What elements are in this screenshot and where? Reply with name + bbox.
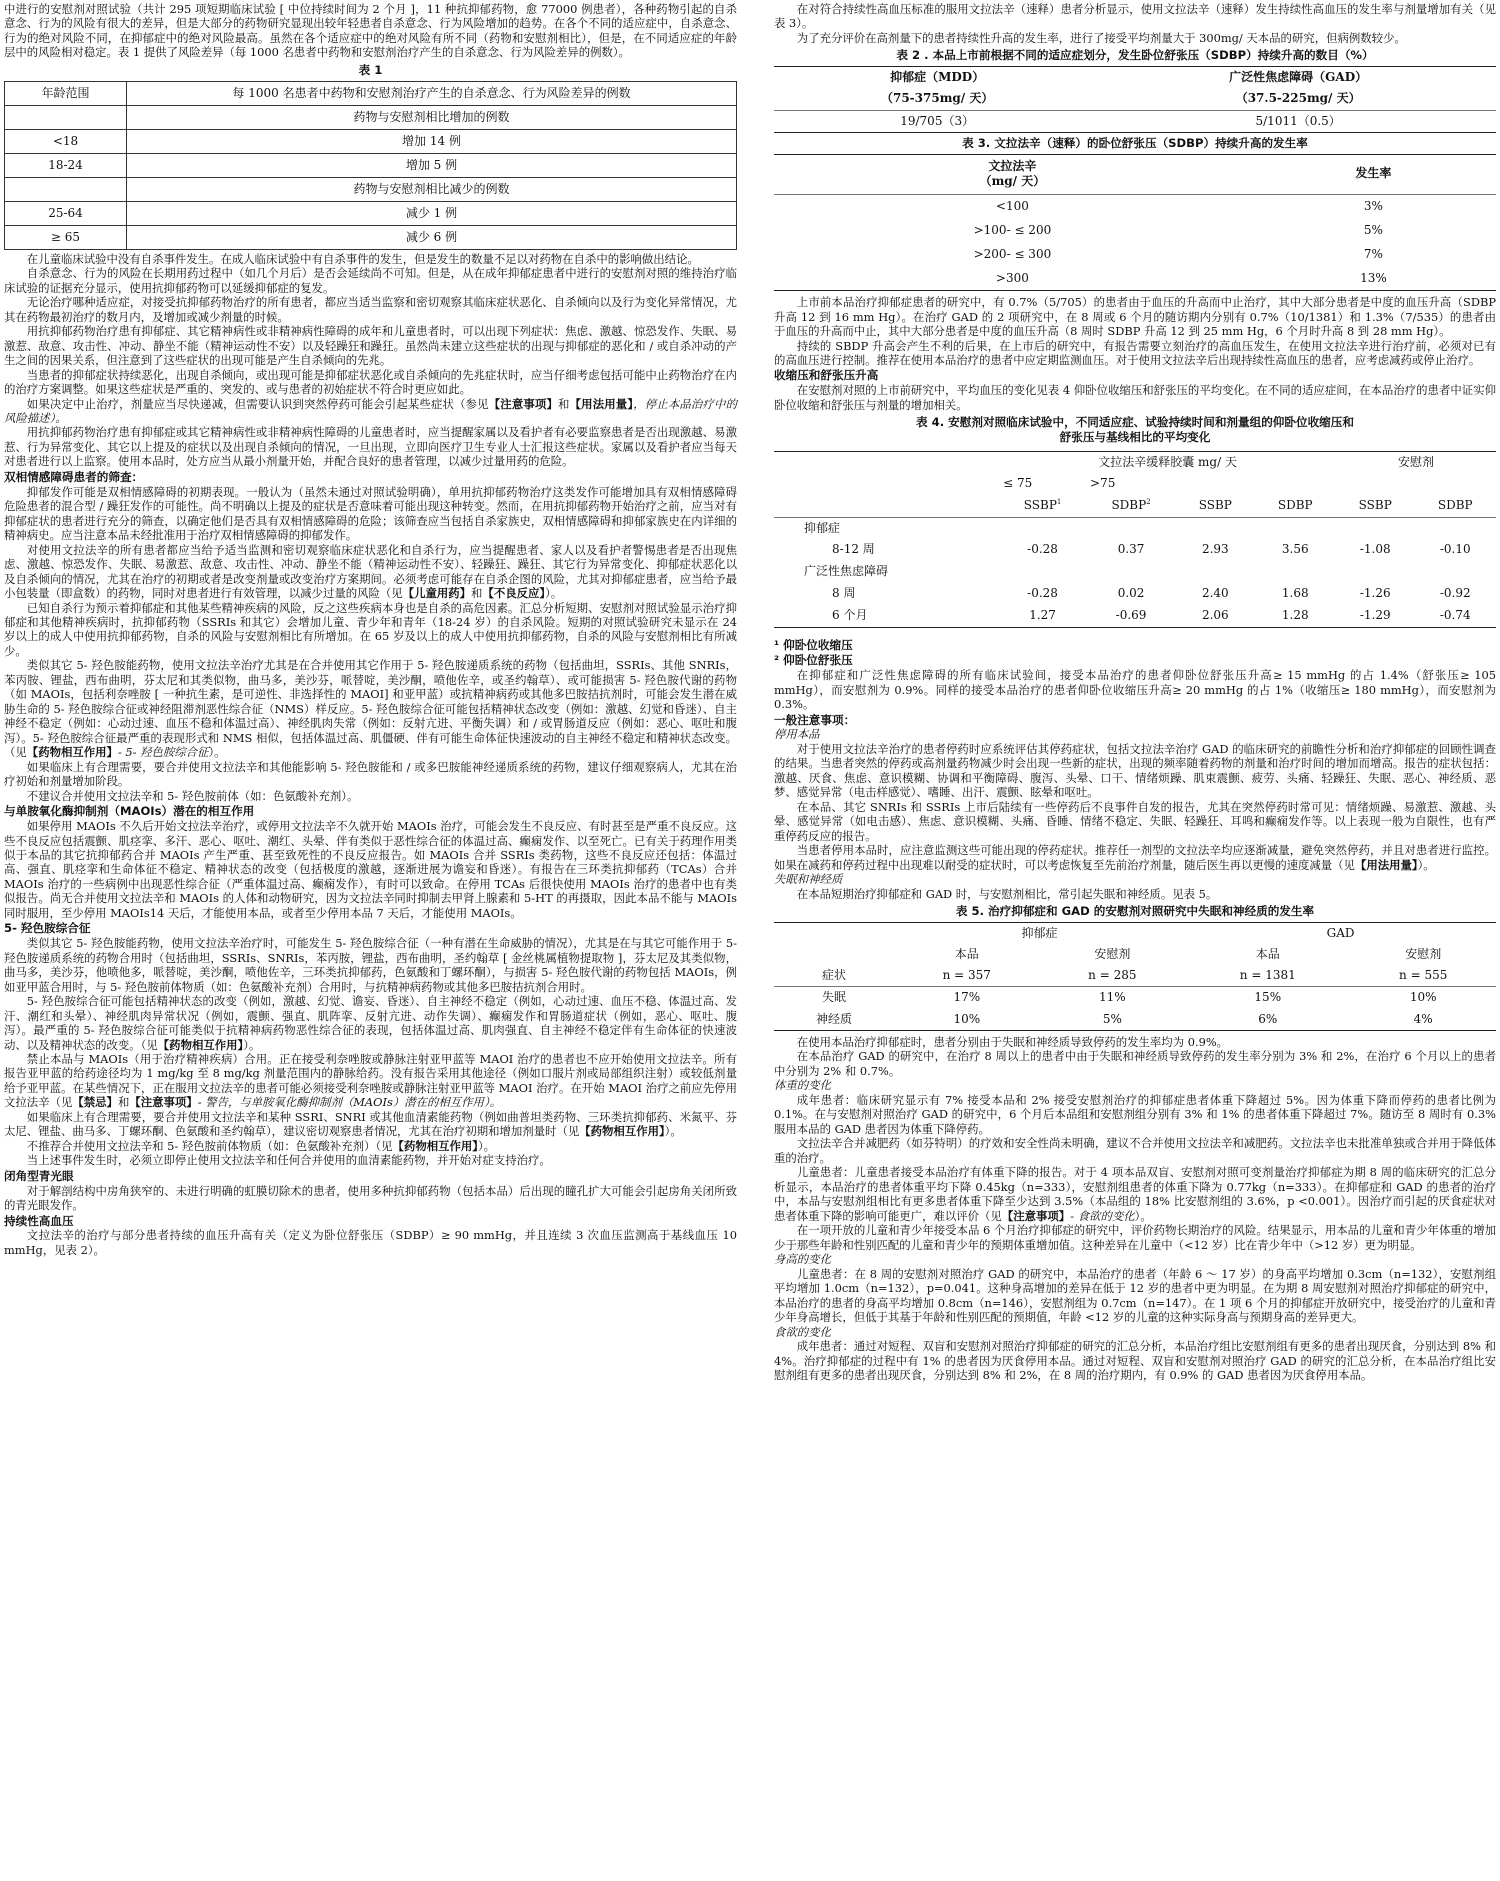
table-4-caption: 舒张压与基线相比的平均变化: [1059, 429, 1211, 444]
table-header-cell: SDBP: [1437, 498, 1473, 513]
cross-reference: 【用法用量】: [569, 396, 634, 411]
paragraph: 当患者的抑郁症状持续恶化，出现自杀倾向，或出现可能是抑郁症状恶化或自杀倾向的先兆症状时，应当仔细考虑包括可能中止药物治疗在内的治疗方案调整。如果这些症状是严重的、突发的、或与患者的初始症状不符合时更应如此。: [4, 367, 737, 397]
table-header-cell: SSBP: [1198, 498, 1232, 513]
table-cell: 减少 6 例: [127, 225, 737, 249]
table-cell: -1.29: [1359, 608, 1391, 623]
cross-reference: 【药物相互作用】: [157, 1037, 244, 1052]
paragraph: 用抗抑郁药物治疗患有抑郁症、其它精神病性或非精神病性障碍的成年和儿童患者时，可以出现下列症状：焦虑、激越、惊恐发作、失眠、易激惹、敌意、攻击性、冲动、静坐不能（精神运动性不安）以及轻躁狂和躁狂。虽然尚未建立这些症状的出现与抑郁症的恶化和 / 或自杀冲动的产生之间的因果关系，但注意到了这些症状的出现可能是产生自杀倾向的先兆。: [4, 324, 737, 368]
subsection-heading: 身高的变化: [774, 1252, 831, 1267]
section-heading: 一般注意事项：: [774, 712, 856, 727]
table-cell: 11%: [1099, 990, 1126, 1005]
table-cell: 7%: [1363, 246, 1383, 261]
paragraph: [4, 1110, 737, 1139]
table-header-cell: 安慰剂: [1405, 946, 1442, 961]
header-text: SSBP: [1023, 498, 1057, 513]
table-cell: 2.93: [1201, 542, 1229, 557]
cross-reference: 【不良反应】: [482, 586, 546, 601]
paragraph: 对于使用文拉法辛治疗的患者停药时应系统评估其停药症状，包括文拉法辛治疗 GAD 的临床研究的前瞻性分析和治疗抑郁症的回顾性调查的结果。当患者突然的停药或高剂量药物减少时会出现一些新的症状，出现的频率随着药物的剂量和治疗时间的增加而增高。报告的症状包括：激越、厌食、焦虑、意识模糊、协调和平衡障碍、腹泻、头晕、口干、情绪烦躁、肌束震颤、疲劳、头痛、轻躁狂、失眠、恶心、神经质、恶梦、感觉异常（电击样感觉）、嗜睡、出汗、震颤、眩晕和呕吐。: [774, 741, 1496, 800]
table-cell: -0.69: [1115, 608, 1147, 623]
paragraph: 类似其它 5- 羟色胺能药物，使用文拉法辛治疗时，可能发生 5- 羟色胺综合征（一种有潜在生命威胁的情况），尤其是在与其它可能作用于 5- 羟色胺递质系统的药物合用时（包括曲坦，SSRIs、SNRIs，苯丙胺，锂盐，西布曲明，圣约翰草 [ 金丝桃属植物提取物 ]，芬太尼及其类似物，曲马多，美沙芬，他喷他多，哌替啶，美沙酮，喷他佐辛，三环类抗抑郁药，色氨酸和丁螺环酮），与损害 5- 羟色胺代谢的药物包括 MAOIs，例如亚甲蓝合用时，与 5- 羟色胺前体物质（如：色氨酸补充剂）合用时，与抗精神病药物或其他多巴胺拮抗剂合用时。: [4, 936, 737, 994]
paragraph: 在本品治疗 GAD 的研究中，在治疗 8 周以上的患者中由于失眠和神经质导致停药的发生率分别为 3% 和 2%，在治疗 6 个月以上的患者中分别为 2% 和 0.7%。: [774, 1049, 1496, 1078]
table-row: [5, 153, 737, 177]
table-cell: 增加 5 例: [127, 153, 737, 177]
table-header-cell: （37.5-225mg/ 天）: [1235, 91, 1361, 106]
paragraph: 成年患者：临床研究显示有 7% 接受本品和 2% 接受安慰剂治疗的抑郁症患者体重下降超过 5%。因为体重下降而停药的患者比例为 0.1%。在与安慰剂对照治疗 GAD 的研究中，6 个月后本品组和安慰剂组分别有 3% 和 1% 的患者体重下降超过 7%。随访至 8 周时有 0.3% 服用本品的 GAD 患者因为体重下降停药。: [774, 1092, 1496, 1136]
table-4: [774, 451, 1496, 628]
table-row: [774, 243, 1496, 267]
table-group-header: GAD: [1326, 925, 1355, 940]
header-text: 文拉法辛: [988, 158, 1037, 173]
table-cell: 减少 1 例: [127, 201, 737, 225]
table-header-cell: SSBP: [1358, 498, 1392, 513]
table-header-cell: 年龄范围: [5, 81, 127, 105]
table-cell: >300: [995, 270, 1029, 285]
paragraph: 文拉法辛的治疗与部分患者持续的血压升高有关（定义为卧位舒张压（SDBP）≥ 90 mmHg，并且连续 3 次血压监测高于基线血压 10 mmHg，见表 2）。: [4, 1228, 737, 1257]
table-cell: 增加 14 例: [127, 129, 737, 153]
paragraph: 持续的 SBDP 升高会产生不利的后果，在上市后的研究中，有报告需要立刻治疗的高血压发生，在使用文拉法辛进行治疗前，必须对已有的高血压进行控制。推荐在使用本品治疗的患者中应定期监测血压。对于使用文拉法辛后出现持续性高血压的患者，应考虑减药或停止治疗。: [774, 338, 1496, 367]
paragraph: [774, 843, 1496, 872]
table-cell: -0.74: [1439, 608, 1471, 623]
table-cell: n = 357: [942, 968, 991, 983]
table-cell: 5/1011（0.5）: [1255, 113, 1341, 128]
section-heading: 持续性高血压: [4, 1213, 74, 1228]
table-cell: 10%: [953, 1011, 981, 1026]
text-run: - 警告，与单胺氧化酶抑制剂（MAOIs）潜在的相互作用）。: [197, 1095, 502, 1110]
table-cell: 1.27: [1029, 608, 1056, 623]
table-row: [774, 583, 1496, 605]
cross-reference: 【注意事项】: [1001, 1208, 1071, 1223]
table-cell: -1.08: [1359, 542, 1391, 557]
paragraph: 文拉法辛合并减肥药（如芬特明）的疗效和安全性尚未明确，建议不合并使用文拉法辛和减肥药。文拉法辛也未批准单独或合并用于降低体重的治疗。: [774, 1136, 1496, 1165]
table-cell: 19/705（3）: [900, 113, 975, 128]
table-row: [774, 1009, 1496, 1031]
table-header-cell: [774, 154, 1251, 192]
table-header-cell: 本品: [954, 946, 979, 961]
text-run: 和: [558, 396, 570, 411]
paragraph: 成年患者：通过对短程、双盲和安慰剂对照治疗抑郁症的研究的汇总分析，本品治疗组比安慰剂组有更多的患者出现厌食，分别达到 8% 和 4%。治疗抑郁症的过程中有 1% 的患者因为厌食停用本品。通过对短程、双盲和安慰剂对照治疗 GAD 的研究的汇总分析，在本品治疗组比安慰剂组有更多的患者出现厌食，分别达到 8% 和 2%，在 8 周的治疗期内，有 0.9% 的 GAD 患者因为厌食停用本品。: [774, 1339, 1496, 1383]
table-row-label: 症状: [821, 968, 846, 983]
footnote-marker: 2: [1146, 498, 1151, 507]
dose-header: >75: [1090, 476, 1116, 491]
table-group-header: 安慰剂: [1398, 454, 1435, 469]
text-run: ）。: [1417, 857, 1435, 872]
text-run: 如果决定中止治疗，剂量应当尽快递减，但需要认识到突然停药可能会引起某些症状（参见: [26, 396, 489, 411]
table-row-label: 6 个月: [832, 608, 868, 623]
table-cell: ≥ 65: [5, 225, 127, 249]
table-row: [774, 965, 1496, 987]
table-row: [774, 987, 1496, 1009]
subsection-heading: 失眠和神经质: [774, 872, 843, 887]
text-run: - 食欲的变化: [1070, 1208, 1135, 1223]
header-text: SDBP: [1111, 498, 1147, 513]
paragraph: 已知自杀行为预示着抑郁症和其他某些精神疾病的风险，反之这些疾病本身也是自杀的高危因素。汇总分析短期、安慰剂对照试验显示治疗抑郁症和其他精神疾病时，抗抑郁药物（SSRIs 和其它）会增加儿童、青少年和青年（18-24 岁）的自杀风险。短期的对照试验研究未显示在 24 岁以上的成人中使用抗抑郁药物，自杀的风险与安慰剂相比有所增加。在 65 岁及以上的成人中使用抗抑郁药物，自杀的风险与安慰剂相比有所减少。: [4, 600, 737, 658]
cross-reference: 【用法用量】: [1354, 857, 1418, 872]
left-column: [4, 2, 737, 1257]
table-cell: 10%: [1409, 990, 1437, 1005]
table-cell: 18-24: [5, 153, 127, 177]
paragraph: [4, 397, 737, 426]
table-cell: 0.02: [1117, 586, 1145, 601]
table-section-label: 抑郁症: [804, 520, 841, 535]
table-row: [774, 267, 1496, 291]
table-1: [4, 81, 737, 250]
table-3: [774, 154, 1496, 291]
text-run: 不推荐合并使用文拉法辛和 5- 羟色胺前体物质（如：色氨酸补充剂）（见: [26, 1138, 393, 1153]
table-cell: >100- ≤ 200: [973, 222, 1052, 237]
cross-reference: 【药物相互作用】: [579, 1124, 665, 1139]
table-4-caption: 表 4. 安慰剂对照临床试验中，不同适应症、试验持续时间和剂量组的仰卧位收缩压和: [916, 415, 1354, 430]
table-header-cell: 安慰剂: [1094, 946, 1131, 961]
footnote: ² 仰卧位舒张压: [774, 653, 853, 668]
cross-reference: 【注意事项】: [129, 1095, 198, 1110]
text-run: ）。: [1134, 1208, 1152, 1223]
section-heading: 5- 羟色胺综合征: [4, 921, 91, 936]
paragraph: 在对符合持续性高血压标准的服用文拉法辛（速释）患者分析显示，使用文拉法辛（速释）发生持续性高血压的发生率与剂量增加有关（见表 3）。: [774, 2, 1496, 31]
paragraph: 无论治疗哪种适应症，对接受抗抑郁药物治疗的所有患者，都应当适当监察和密切观察其临床症状恶化、自杀倾向以及行为变化异常情况，尤其在药物最初治疗的数月内，及增加或减少剂量的时候。: [4, 295, 737, 324]
text-run: ）。: [477, 1138, 496, 1153]
header-text: （mg/ 天）: [979, 173, 1046, 188]
table-cell: 5%: [1102, 1011, 1122, 1026]
table-header-cell: [999, 495, 1086, 517]
table-cell: 15%: [1254, 990, 1282, 1005]
cross-reference: 【儿童用药】: [402, 586, 472, 601]
table-5-caption: 表 5. 治疗抑郁症和 GAD 的安慰剂对照研究中失眠和神经质的发生率: [955, 904, 1315, 919]
paragraph: 儿童患者：在 8 周的安慰剂对照治疗 GAD 的研究中，本品治疗的患者（年龄 6 ～ 17 岁）的身高平均增加 0.3cm（n=132），安慰剂组平均增加 1.0cm（n=132），p=0.041。这种身高增加的差异在低于 12 岁的患者中更为明显。在为期 8 周安慰剂对照治疗抑郁症的研究中，本品治疗的患者的身高平均增加 0.8cm（n=146），安慰剂组为 0.7cm（n=147）。在 1 项 6 个月的抑郁症开放研究中，接受治疗的儿童和青少年身高增长，但低于其基于年龄和性别匹配的预期值，年龄 <12 岁的儿童的这种实际身高与预期身高的差异更大。: [774, 1266, 1496, 1325]
section-heading: 与单胺氧化酶抑制剂（MAOIs）潜在的相互作用: [4, 804, 255, 819]
paragraph: 在使用本品治疗抑郁症时，患者分别由于失眠和神经质导致停药的发生率均为 0.9%。: [796, 1034, 1229, 1049]
paragraph: 中进行的安慰剂对照试验（共计 295 项短期临床试验 [ 中位持续时间为 2 个月 ]，11 种抗抑郁药物，愈 77000 例患者），各种药物引起的自杀意念、行为的风险有很大的差异，但是大部分的药物研究显现出较年轻患者自杀意念、行为风险增加的趋势。在各个不同的适应症中，自杀意念、行为的绝对风险不同，在抑郁症中的绝对风险最高。虽然在各个适应症中的绝对风险有所不同（药物和安慰剂相比），但是，在不同适应症的年龄层中的风险相对稳定。表 1 提供了风险差异（每 1000 名患者中药物和安慰剂治疗产生的自杀意念、行为风险差异的例数）。: [4, 2, 737, 60]
table-row: [5, 225, 737, 249]
text-run: ）。: [243, 1037, 261, 1052]
table-row-label: 失眠: [821, 990, 846, 1005]
table-group-label: 药物与安慰剂相比减少的例数: [127, 177, 737, 201]
table-cell: 13%: [1360, 270, 1387, 285]
table-cell: 4%: [1413, 1011, 1433, 1026]
paragraph: 为了充分评价在高剂量下的患者持续性升高的发生率，进行了接受平均剂量大于 300mg/ 天本品的研究，但病例数较少。: [796, 30, 1406, 45]
paragraph: [774, 1165, 1496, 1223]
table-cell: n = 1381: [1239, 968, 1296, 983]
table-row: [774, 539, 1496, 561]
table-section-label: 广泛性焦虑障碍: [804, 564, 889, 579]
table-cell: -0.28: [1027, 586, 1058, 601]
table-cell: 3%: [1363, 199, 1383, 214]
cross-reference: 【药物相互作用】: [26, 745, 118, 760]
table-cell: 0.37: [1117, 542, 1145, 557]
paragraph: 抑郁发作可能是双相情感障碍的初期表现。一般认为（虽然未通过对照试验明确），单用抗抑郁药物治疗这类发作可能增加具有双相情感障碍危险患者的混合型 / 躁狂发作的可能性。尚不明确以上提及的症状是否意味着可能出现这种转变。然而，在用抗抑郁药物开始治疗之前，应当对有抑郁症状的患者进行充分的筛查，以确定他们是否具有双相情感障碍的危险；该筛查应当包括自杀家族史，双相情感障碍和抑郁家族史在内详细的精神病史。应当注意本品未经批准用于治疗双相情感障碍的抑郁发作。: [4, 484, 737, 543]
paragraph: 自杀意念、行为的风险在长期用药过程中（如几个月后）是否会延续尚不可知。但是，从在成年抑郁症患者中进行的安慰剂对照的维持治疗临床试验的证据充分显示，使用抗抑郁药物可以延缓抑郁症的复发。: [4, 266, 737, 295]
text-run: ）。: [208, 745, 226, 760]
table-cell: [5, 177, 127, 201]
section-heading: 收缩压和舒张压升高: [774, 368, 879, 383]
table-cell: n = 555: [1399, 968, 1448, 983]
table-cell: 3.56: [1281, 542, 1309, 557]
table-cell: 2.40: [1201, 586, 1229, 601]
table-2-caption: 表 2 . 本品上市前根据不同的适应症划分，发生卧位舒张压（SDBP）持续升高的数目（%）: [896, 48, 1374, 63]
table-row-label: 神经质: [815, 1011, 852, 1026]
table-group-header: 抑郁症: [1021, 925, 1058, 940]
paragraph: [4, 994, 737, 1052]
table-cell: -0.28: [1027, 542, 1058, 557]
table-row: [774, 195, 1496, 219]
table-header-cell: SDBP: [1277, 498, 1313, 513]
text-run: ）。: [545, 586, 563, 601]
table-cell: 1.68: [1281, 586, 1309, 601]
table-cell: [5, 105, 127, 129]
table-header-cell: （75-375mg/ 天）: [880, 91, 994, 106]
right-column: [774, 2, 1496, 1383]
paragraph: 在抑郁症和广泛性焦虑障碍的所有临床试验间，接受本品治疗的患者仰卧位舒张压升高≥ 15 mmHg 的占 1.4%（舒张压≥ 105 mmHg），而安慰剂为 0.9%。同样的接受本品治疗的患者仰卧位收缩压升高≥ 20 mmHg 的占 1%（收缩压≥ 180 mmHg），而安慰剂为 0.3%。: [774, 668, 1496, 712]
table-row: [5, 129, 737, 153]
table-cell: <18: [5, 129, 127, 153]
table-header-cell: [1086, 495, 1176, 517]
paragraph: [4, 543, 737, 601]
table-cell: 6%: [1258, 1011, 1278, 1026]
table-row: [5, 201, 737, 225]
table-cell: -0.92: [1439, 586, 1471, 601]
text-run: 如果临床上有合理需要，要合并使用文拉法辛和某种 SSRI、SNRI 或其他血清素能药物（例如曲普坦类药物、三环类抗抑郁药、米氮平、芬太尼、锂盐、曲马多、丁螺环酮、色氨酸和圣约翰草），建议密切观察患者情况，尤其在治疗初期和增加剂量时（见: [4, 1109, 737, 1139]
table-header-cell: 发生率: [1355, 165, 1392, 180]
paragraph: 不建议合并使用文拉法辛和 5- 羟色胺前体（如：色氨酸补充剂）。: [26, 788, 359, 803]
footnote: ¹ 仰卧位收缩压: [774, 637, 853, 652]
cross-reference: 【药物相互作用】: [392, 1138, 478, 1153]
paragraph: 如果停用 MAOIs 不久后开始文拉法辛治疗，或停用文拉法辛不久就开始 MAOIs 治疗，可能会发生不良反应、有时甚至是严重不良反应。这些不良反应包括震颤、肌痉挛、多汗、恶心、呕吐、潮红、头晕、伴有类似于恶性综合征的体温过高、癫痫发作、以至死亡。已有关于药理作用类似于本品的其它抗抑郁药合并 MAOIs 产生严重、甚至致死性的不良反应报告。如 MAOIs 合并 SSRIs 类药物，这些不良反应还包括：体温过高、强直、肌痉挛和生命体征不稳定、精神状态的改变（包括极度的激越，逐渐进展为谵妄和昏迷）。有报告在三环类抗抑郁药（TCAs）合并 MAOIs 治疗的一些病例中出现恶性综合征（严重体温过高、癫痫发作），有时可以致命。在停用 TCAs 后很快使用 MAOIs 治疗的患者中也有类似报告。尚无合并使用文拉法辛和 MAOIs 的人体和动物研究，因为文拉法辛同时抑制去甲肾上腺素和 5-HT 的再摄取，因此本品不能与 MAOIs 同时服用，至少停用 MAOIs14 天后，才能使用本品，或者至少停用本品 7 天后，才能使用 MAOIs。: [4, 819, 737, 920]
subsection-heading: 体重的变化: [774, 1078, 831, 1093]
paragraph: 在本品短期治疗抑郁症和 GAD 时，与安慰剂相比，常引起失眠和神经质。见表 5。: [796, 886, 1218, 901]
table-cell: <100: [995, 199, 1029, 214]
table-header-cell: 本品: [1255, 946, 1280, 961]
text-run: 儿童患者：儿童患者接受本品治疗有体重下降的报告。对于 4 项本品双盲、安慰剂对照可变剂量治疗抑郁症为期 8 周的临床研究的汇总分析显示，本品治疗的患者体重平均下降 0.45kg（n=333），安慰剂组患者的体重下降为 0.77kg（n=333）。在抑郁症和 GAD 的患者的治疗中，本品与安慰剂组相比有更多患者体重下降至少达到 3.5%（本品组的 18% 比安慰剂组的 3.6%，p <0.001）。因治疗而引起的厌食症状对患者体重下降的影响可能更广，难以评价（见: [774, 1165, 1496, 1223]
text-run: 和: [117, 1095, 130, 1110]
paragraph: 在本品、其它 SNRIs 和 SSRIs 上市后陆续有一些停药后不良事件自发的报告，尤其在突然停药时常可见：情绪烦躁、易激惹、激越、头晕、感觉异常（如电击感）、焦虑、意识模糊、头痛、昏睡、情绪不稳定、失眠、轻躁狂、耳鸣和癫痫发作等。以上表现一般为自限性，也有严重停药反应的报告。: [774, 799, 1496, 843]
paragraph: 在儿童临床试验中没有自杀事件发生。在成人临床试验中有自杀事件的发生，但是发生的数量不足以对药物在自杀中的影响做出结论。: [26, 251, 699, 266]
paragraph: 当上述事件发生时，必须立即停止使用文拉法辛和任何合并使用的血清素能药物，并开始对症支持治疗。: [26, 1153, 551, 1168]
text-run: 对使用文拉法辛的所有患者都应当给予适当监测和密切观察临床症状恶化和自杀行为，应当提醒患者、家人以及看护者警惕患者是否出现焦虑、激越、惊恐发作、失眠、易激惹、敌意、攻击性、冲动、静坐不能（精神运动性不安）、轻躁狂、躁狂、其它行为异常变化、抑郁症状恶化以及自杀倾向的情况，尤其在治疗的初期或者是改变剂量或改变治疗方案期间。必须考虑可能存在自杀企图的风险，尤其对抑郁症患者，应当给予最小包装量（即盒数）的药物，同时对患者进行有效管理，以减少过量的风险（见: [4, 542, 737, 601]
table-cell: 17%: [953, 990, 981, 1005]
cross-reference: 【禁忌】: [72, 1095, 118, 1110]
text-run: 类似其它 5- 羟色胺能药物，使用文拉法辛治疗尤其是在合并使用其它作用于 5- 羟色胺递质系统的药物（包括曲坦，SSRIs、其他 SNRIs，苯丙胺、锂盐，西布曲明，芬太尼和其类似物，曲马多，美沙芬，哌替啶，美沙酮，喷他佐辛，或圣约翰草）、或可能损害 5- 羟色胺代谢的药物（如 MAOIs，包括利奈唑胺 [ 一种抗生素，是可逆性、非选择性的 MAOI] 和亚甲蓝）或抗精神病药或其他多巴胺拮抗剂时，可能会发生潜在威胁生命的 5- 羟色胺综合征或神经阻滞剂恶性综合征（NMS）样反应。5- 羟色胺综合征可能包括精神状态改变（例如：激越、幻觉和昏迷）、自主神经不稳定（例如：心动过速、血压不稳和体温过高）、神经肌肉失常（例如：反射亢进、平衡失调）和 / 或胃肠道反应（例如：恶心、呕吐和腹泻）。5- 羟色胺综合征最严重的表现形式和 NMS 相似，包括体温过高、肌僵硬、伴有可能生命体征快速波动的自主神经不稳定和精神状态改变。（见: [4, 658, 737, 760]
table-row: [774, 605, 1496, 627]
paragraph: 上市前本品治疗抑郁症患者的研究中，有 0.7%（5/705）的患者由于血压的升高而中止治疗，其中大部分患者是中度的血压升高（SDBP 升高 12 到 16 mm Hg）。在治疗 GAD 的 2 项研究中，在 8 周或 6 个月的随访期内分别有 0.7%（10/1381）和 1.3%（7/535）的患者由于血压的升高而中止，其中大部分患者是中度的血压升高（8 周时 SDBP 升高 12 到 25 mm Hg，6 个月时升高 8 到 28 mm Hg）。: [774, 295, 1496, 339]
text-run: 禁止本品与 MAOIs（用于治疗精神疾病）合用。正在接受利奈唑胺或静脉注射亚甲蓝等 MAOI 治疗的患者也不应开始使用文拉法辛。所有报告亚甲蓝的给药途径均为 1 mg/kg 至 8 mg/kg 剂量范围内的静脉给药。没有报告采用其他途径（例如口服片剂或局部组织注射）或较低剂量给予亚甲蓝。在某些情况下，正在服用文拉法辛的患者可能必须接受利奈唑胺或静脉注射亚甲蓝等 MAOI 治疗。在开始 MAOI 治疗之前应先停用文拉法辛（见: [4, 1052, 737, 1110]
section-heading: 双相情感障碍患者的筛查：: [4, 469, 144, 484]
text-run: 5- 羟色胺综合征可能包括精神状态的改变（例如，激越、幻觉、谵妄、昏迷）、自主神经不稳定（例如，心动过速、血压不稳、体温过高、发汗、潮红和头晕）、神经肌肉异常状况（例如，震颤、强直、肌阵挛、反射亢进、动作失调）、癫痫发作和胃肠道症状（例如，恶心、呕吐、腹泻）。最严重的 5- 羟色胺综合征可能类似于抗精神病药物恶性综合征的表现，包括体温过高、肌肉强直、自主神经不稳定伴有生命体征的快速波动、以及精神状态的改变。（见: [4, 994, 737, 1052]
table-1-caption: 表 1: [358, 62, 383, 77]
table-group-label: 药物与安慰剂相比增加的例数: [127, 105, 737, 129]
table-cell: 2.06: [1201, 608, 1229, 623]
table-row-label: 8 周: [832, 586, 856, 601]
cross-reference: 【注意事项】: [488, 396, 559, 411]
table-row-label: 8-12 周: [832, 542, 875, 557]
text-run: 和: [471, 586, 483, 601]
table-2: [774, 66, 1496, 133]
table-cell: -1.26: [1359, 586, 1391, 601]
table-header-cell: 每 1000 名患者中药物和安慰剂治疗产生的自杀意念、行为风险差异的例数: [127, 81, 737, 105]
text-run: ，停止本品治疗中的风险描述）。: [4, 396, 737, 425]
table-header-cell: 抑郁症（MDD）: [890, 70, 985, 85]
table-5: [774, 922, 1496, 1031]
paragraph: [4, 1139, 737, 1153]
footnote-marker: 1: [1056, 498, 1062, 507]
table-cell: 1.28: [1281, 608, 1309, 623]
paragraph: [4, 658, 737, 759]
table-header-cell: 广泛性焦虑障碍（GAD）: [1229, 70, 1368, 85]
paragraph: 用抗抑郁药物治疗患有抑郁症或其它精神病性或非精神病性障碍的儿童患者时，应当提醒家属以及看护者有必要监察患者是否出现激越、易激惹、行为异常变化、其它以上提及的症状以及出现自杀倾向的情况，一旦出现，立即向医疗卫生专业人士汇报这些症状。家属以及看护者应当每天对患者进行以上监察。使用本品时，处方应当从最小剂量开始，并配合良好的患者管理，以减少过量用药的危险。: [4, 425, 737, 469]
table-cell: -0.10: [1439, 542, 1471, 557]
subsection-heading: 食欲的变化: [774, 1324, 831, 1339]
table-3-caption: 表 3. 文拉法辛（速释）的卧位舒张压（SDBP）持续升高的发生率: [962, 135, 1308, 150]
paragraph: 在一项开放的儿童和青少年接受本品 6 个月治疗抑郁症的研究中，评价药物长期治疗的风险。结果显示，用本品的儿童和青少年体重的增加少于那些年龄和性别匹配的儿童和青少年的预期体重增加值。这种差异在儿童中（<12 岁）比在青少年中（>12 岁）更为明显。: [774, 1223, 1496, 1252]
section-heading: 闭角型青光眼: [4, 1168, 74, 1183]
table-cell: >200- ≤ 300: [973, 246, 1052, 261]
table-group-header: 文拉法辛缓释胶囊 mg/ 天: [1098, 454, 1237, 469]
dose-header: ≤ 75: [1003, 476, 1033, 491]
text-run: ）。: [664, 1124, 682, 1139]
paragraph: 在安慰剂对照的上市前研究中，平均血压的变化见表 4 仰卧位收缩压和舒张压的平均变化。在不同的适应症间，在本品治疗的患者中证实仰卧位收缩和舒张压与剂量的增加相关。: [774, 383, 1496, 412]
table-cell: n = 285: [1088, 968, 1137, 983]
subsection-heading: 停用本品: [774, 727, 820, 742]
text-run: - 5- 羟色胺综合征: [117, 745, 209, 760]
paragraph: 对于解剖结构中房角狭窄的、未进行明确的虹膜切除术的患者，使用多种抗抑郁药物（包括本品）后出现的瞳孔扩大可能会引起房角关闭所致的青光眼发作。: [4, 1183, 737, 1213]
paragraph: [4, 1052, 737, 1110]
table-cell: 25-64: [5, 201, 127, 225]
text-run: 当患者停用本品时，应注意监测这些可能出现的停药症状。推荐任一剂型的文拉法辛均应逐渐减量，避免突然停药，并且对患者进行监控。如果在减药和停药过程中出现难以耐受的症状时，可以考虑恢复至先前治疗剂量，随后医生再以更慢的速度减量（见: [774, 843, 1496, 872]
table-row: [774, 219, 1496, 243]
table-cell: 5%: [1363, 222, 1383, 237]
paragraph: 如果临床上有合理需要，要合并使用文拉法辛和其他能影响 5- 羟色胺能和 / 或多巴胺能神经递质系统的药物，建议仔细观察病人，尤其在治疗初始和剂量增加阶段。: [4, 759, 737, 789]
table-row: [774, 110, 1496, 132]
